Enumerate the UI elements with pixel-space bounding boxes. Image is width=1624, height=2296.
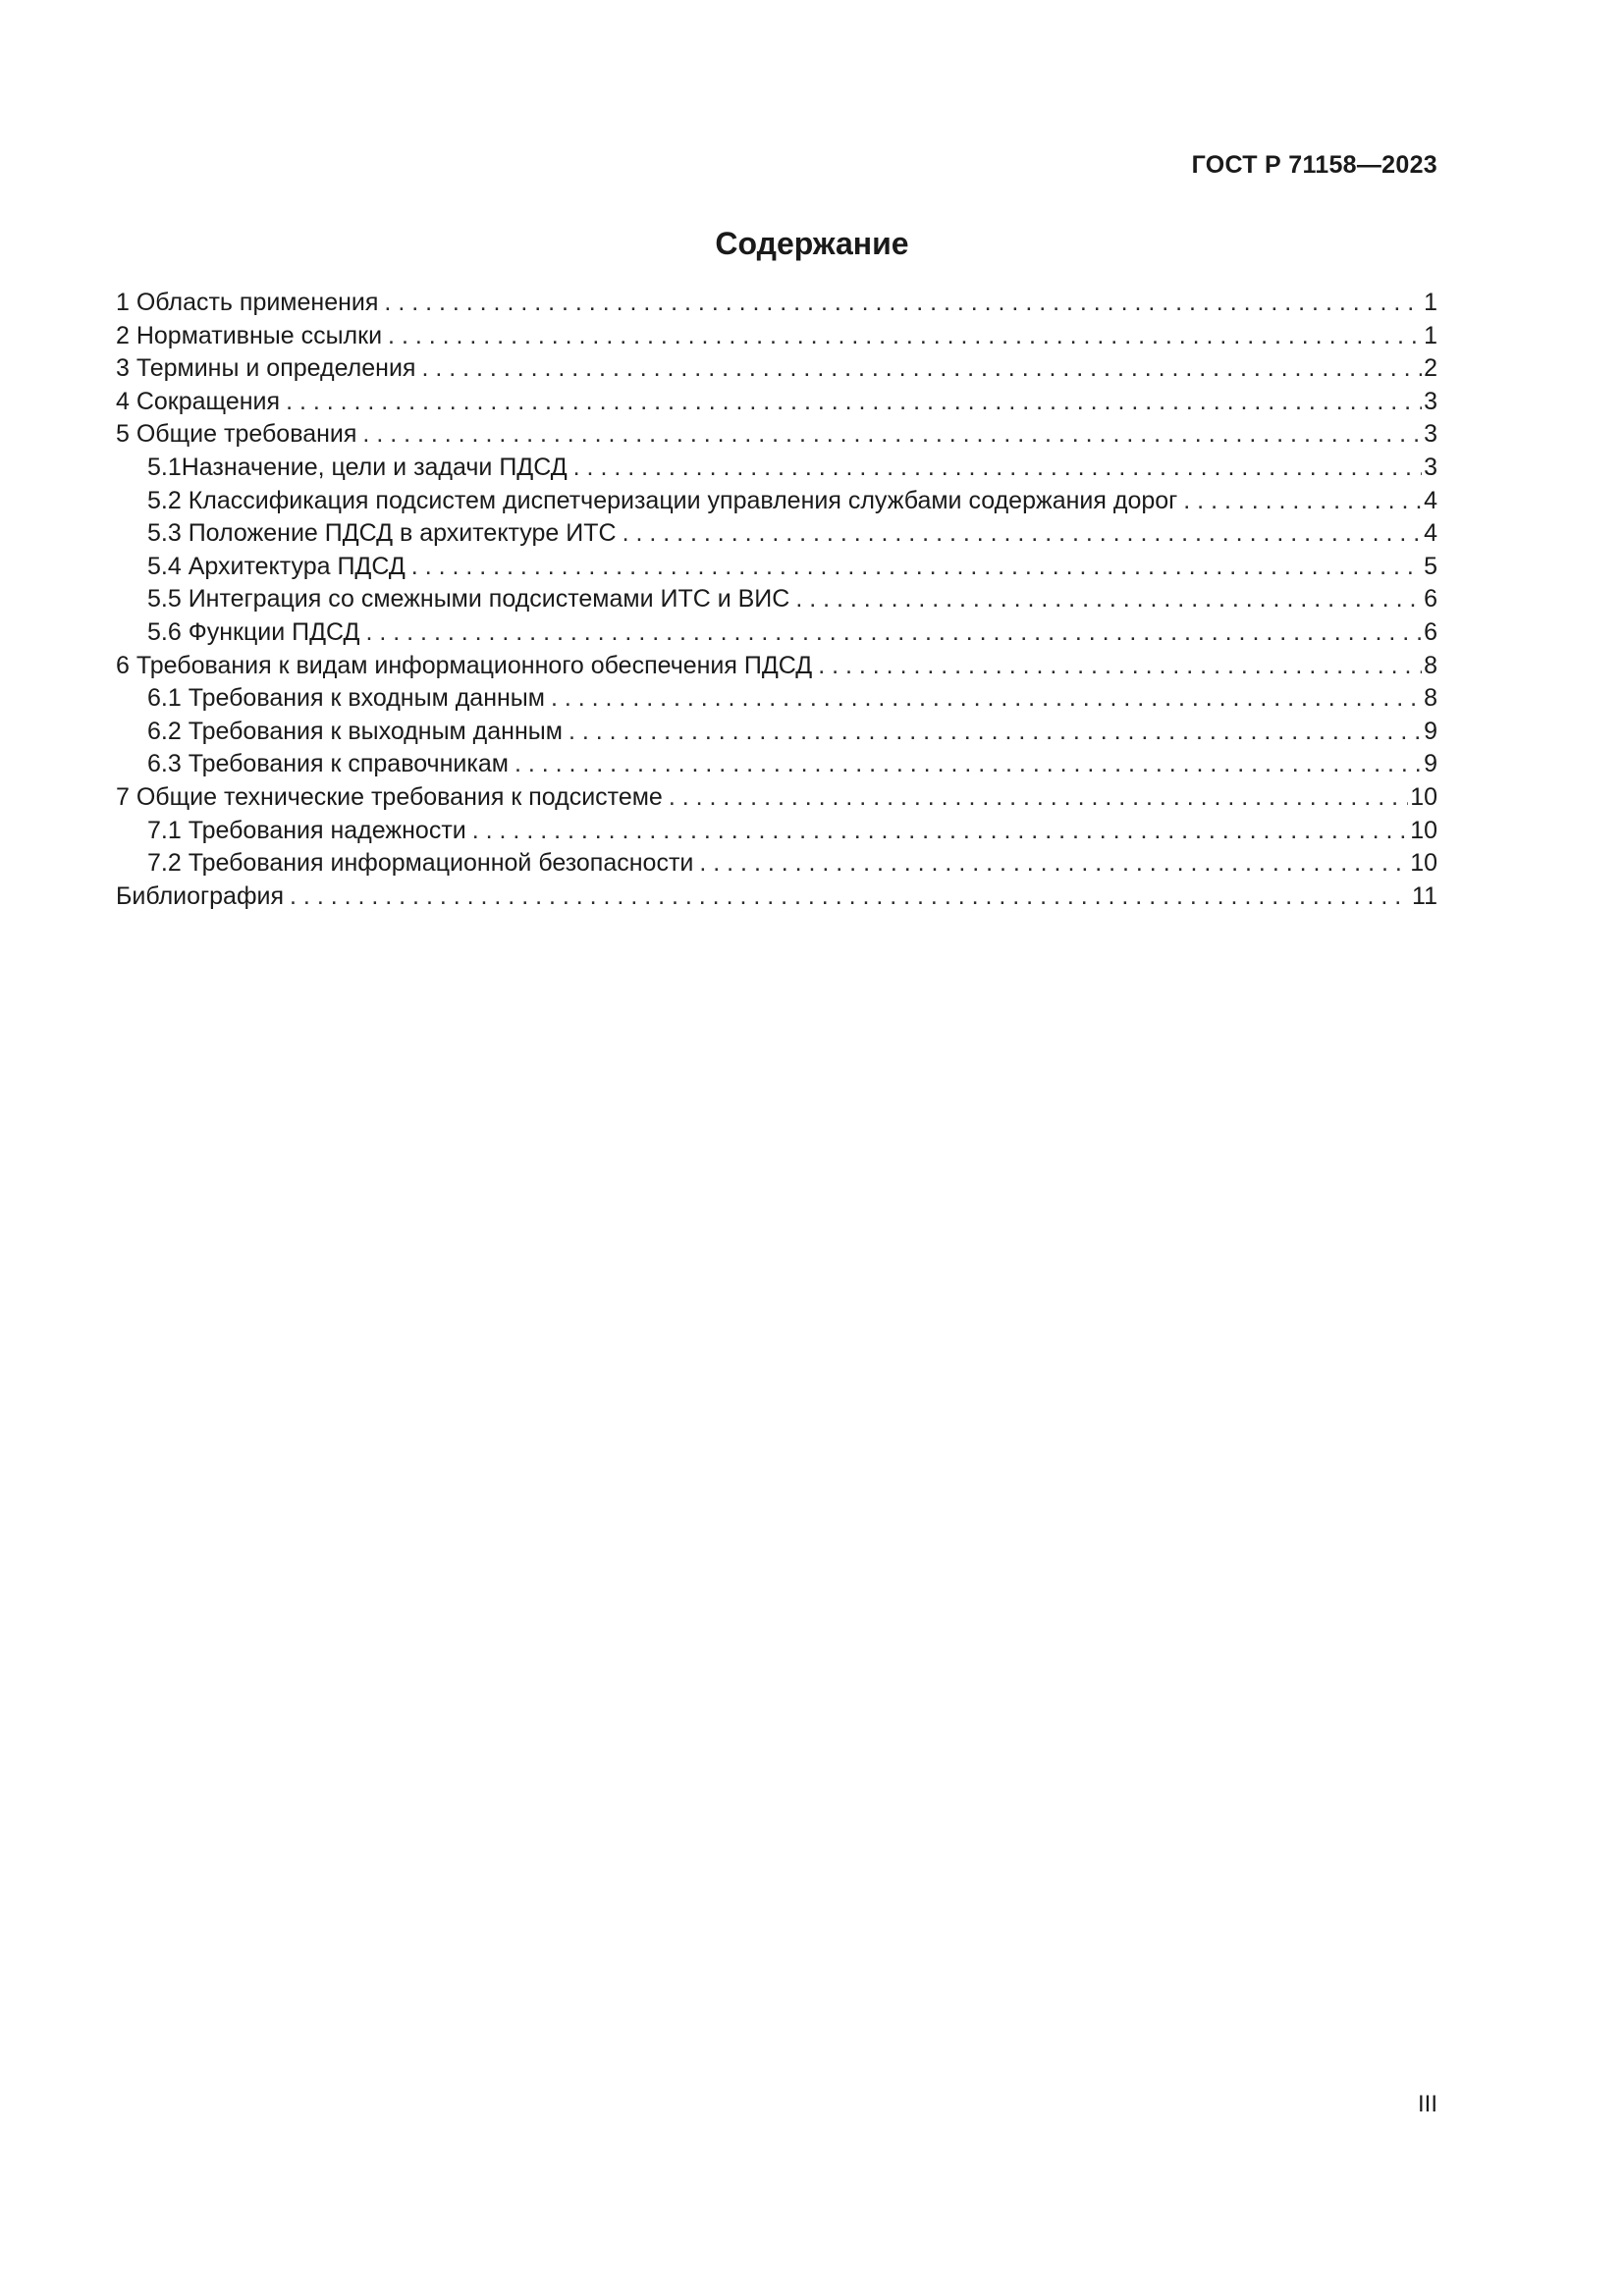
toc-entry-page: 3 — [1424, 387, 1437, 415]
toc-entry-label: 7.1 Требования надежности — [147, 816, 466, 844]
toc-dot-leader — [795, 583, 1422, 616]
toc-entry-label: Библиография — [116, 881, 285, 910]
toc-entry-page: 10 — [1410, 816, 1437, 844]
toc-dot-leader — [362, 418, 1422, 452]
toc-entry-label: 3 Термины и определения — [116, 354, 416, 383]
toc-entry-label: 5.1Назначение, цели и задачи ПДСД — [147, 453, 568, 481]
toc-dot-leader — [818, 650, 1422, 683]
toc-entry[interactable] — [116, 616, 1437, 650]
toc-entry-label: 6.1 Требования к входным данным — [147, 684, 545, 713]
toc-title: Содержание — [715, 226, 909, 261]
toc-dot-leader — [384, 287, 1422, 320]
toc-entry[interactable] — [116, 583, 1437, 616]
toc-entry-label: 5.6 Функции ПДСД — [147, 617, 360, 646]
toc-entry[interactable] — [116, 815, 1437, 848]
toc-entry-page: 3 — [1424, 453, 1437, 481]
toc-entry-label: 5.2 Классификация подсистем диспетчеризации управления службами содержания дорог — [147, 486, 1178, 514]
toc-entry[interactable] — [116, 716, 1437, 749]
toc-entry-page: 10 — [1410, 849, 1437, 878]
toc-entry-label: 5 Общие требования — [116, 420, 357, 449]
toc-entry[interactable] — [116, 682, 1437, 716]
toc-entry[interactable] — [116, 517, 1437, 551]
toc-entry-label: 1 Область применения — [116, 289, 379, 316]
toc-entry-label: 6 Требования к видам информационного обеспечения ПДСД — [116, 651, 813, 679]
toc-entry-page: 9 — [1424, 750, 1437, 778]
toc-entry-page: 5 — [1424, 552, 1437, 580]
toc-entry[interactable] — [116, 847, 1437, 881]
toc-entry-page: 8 — [1424, 684, 1437, 713]
toc-entry-page: 3 — [1424, 420, 1437, 449]
toc-entry[interactable] — [116, 352, 1437, 386]
toc-entry-label: 5.3 Положение ПДСД в архитектуре ИТС — [147, 519, 617, 548]
toc-entry-label: 4 Сокращения — [116, 387, 281, 415]
toc-entry-label: 7 Общие технические требования к подсистеме — [116, 782, 663, 811]
toc-entry-page: 9 — [1424, 717, 1437, 745]
toc-entry-page: 6 — [1424, 585, 1437, 614]
toc-entry-page: 11 — [1412, 881, 1437, 910]
toc-dot-leader — [514, 748, 1422, 781]
toc-entry-page: 4 — [1424, 486, 1437, 514]
toc-dot-leader — [699, 847, 1408, 881]
toc-dot-leader — [573, 452, 1422, 485]
toc-entry[interactable] — [116, 452, 1437, 485]
toc-entry-label: 5.5 Интеграция со смежными подсистемами ИТС и ВИС — [147, 585, 790, 614]
toc-entry-page: 1 — [1424, 289, 1437, 316]
toc-entry[interactable] — [116, 485, 1437, 518]
toc-entry-page: 2 — [1424, 354, 1437, 383]
toc-entry[interactable] — [116, 418, 1437, 452]
toc-dot-leader — [669, 781, 1408, 815]
toc-entry[interactable] — [116, 287, 1437, 320]
toc-dot-leader — [388, 320, 1422, 353]
toc-dot-leader — [568, 716, 1422, 749]
toc-dot-leader — [286, 386, 1422, 419]
toc-dot-leader — [472, 815, 1408, 848]
toc-entry[interactable] — [116, 748, 1437, 781]
toc-entry[interactable] — [116, 386, 1437, 419]
toc-entry-page: 8 — [1424, 651, 1437, 679]
toc-entry[interactable] — [116, 551, 1437, 584]
toc-entry-page: 10 — [1410, 782, 1437, 811]
toc-dot-leader — [623, 517, 1423, 551]
toc-entry-page: 1 — [1424, 321, 1437, 349]
toc-entry-label: 5.4 Архитектура ПДСД — [147, 552, 406, 580]
table-of-contents — [116, 287, 1437, 913]
toc-dot-leader — [290, 881, 1410, 914]
toc-dot-leader — [1183, 485, 1422, 518]
toc-entry-label: 6.3 Требования к справочникам — [147, 750, 509, 778]
toc-dot-leader — [551, 682, 1422, 716]
toc-entry[interactable] — [116, 650, 1437, 683]
page-number: III — [1417, 2091, 1437, 2117]
toc-entry[interactable] — [116, 320, 1437, 353]
toc-entry-page: 4 — [1424, 519, 1437, 548]
document-code: ГОСТ Р 71158—2023 — [1191, 151, 1437, 179]
toc-entry[interactable] — [116, 781, 1437, 815]
toc-entry[interactable] — [116, 881, 1437, 914]
toc-entry-page: 6 — [1424, 617, 1437, 646]
toc-dot-leader — [365, 616, 1422, 650]
toc-entry-label: 6.2 Требования к выходным данным — [147, 717, 563, 745]
toc-dot-leader — [411, 551, 1422, 584]
toc-entry-label: 7.2 Требования информационной безопасности — [147, 849, 694, 878]
toc-entry-label: 2 Нормативные ссылки — [116, 321, 383, 349]
toc-dot-leader — [421, 352, 1422, 386]
